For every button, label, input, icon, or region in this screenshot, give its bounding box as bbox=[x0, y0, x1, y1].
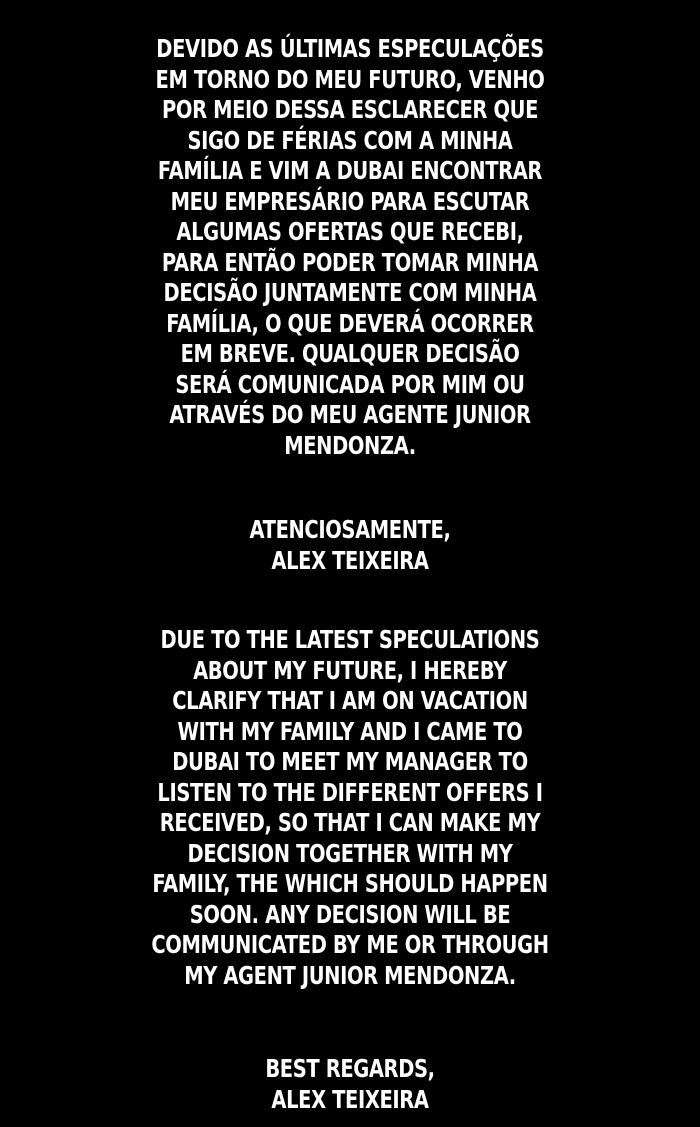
statement-line: MENDONZA. bbox=[284, 430, 416, 460]
statement-line: CLARIFY THAT I AM ON VACATION bbox=[172, 686, 528, 715]
english-statement bbox=[77, 625, 623, 991]
signature-name: ALEX TEIXEIRA bbox=[271, 545, 429, 575]
statement-line: WITH MY FAMILY AND I CAME TO bbox=[177, 716, 523, 746]
statement-line: RECEIVED, SO THAT I CAN MAKE MY bbox=[159, 808, 541, 837]
statement-line: DUBAI TO MEET MY MANAGER TO bbox=[172, 747, 528, 776]
statement-line: SOON. ANY DECISION WILL BE bbox=[189, 899, 511, 929]
portuguese-signoff bbox=[77, 515, 623, 576]
statement-line: ABOUT MY FUTURE, I HEREBY bbox=[193, 655, 507, 685]
statement-line: ALGUMAS OFERTAS QUE RECEBI, bbox=[176, 217, 524, 246]
statement-line: DEVIDO AS ÚLTIMAS ESPECULAÇÕES bbox=[156, 34, 544, 63]
statement-line: FAMILY, THE WHICH SHOULD HAPPEN bbox=[152, 869, 548, 898]
closing-text: ATENCIOSAMENTE, bbox=[249, 515, 451, 544]
statement-line: EM TORNO DO MEU FUTURO, VENHO bbox=[155, 64, 545, 94]
statement-line: ATRAVÉS DO MEU AGENTE JUNIOR bbox=[169, 400, 531, 429]
statement-line: COMMUNICATED BY ME OR THROUGH bbox=[151, 930, 549, 959]
statement-line: FAMÍLIA E VIM A DUBAI ENCONTRAR bbox=[157, 156, 543, 185]
closing-text: BEST REGARDS, bbox=[265, 1054, 435, 1083]
statement-line: MEU EMPRESÁRIO PARA ESCUTAR bbox=[170, 186, 530, 216]
statement-line: MY AGENT JUNIOR MENDONZA. bbox=[184, 960, 516, 990]
statement-line: LISTEN TO THE DIFFERENT OFFERS I bbox=[157, 777, 543, 807]
statement-line: PARA ENTÃO PODER TOMAR MINHA bbox=[161, 247, 539, 277]
signature-name: ALEX TEIXEIRA bbox=[271, 1084, 429, 1114]
statement-line: DUE TO THE LATEST SPECULATIONS bbox=[160, 625, 540, 654]
portuguese-statement bbox=[77, 34, 623, 461]
statement-line: FAMÍLIA, O QUE DEVERÁ OCORRER bbox=[166, 308, 534, 338]
statement-line: SERÁ COMUNICADA POR MIM OU bbox=[175, 369, 525, 399]
statement-line: SIGO DE FÉRIAS COM A MINHA bbox=[187, 125, 513, 155]
english-signoff bbox=[77, 1054, 623, 1115]
statement-line: DECISÃO JUNTAMENTE COM MINHA bbox=[163, 278, 537, 307]
statement-line: POR MEIO DESSA ESCLARECER QUE bbox=[161, 95, 539, 124]
statement-line: EM BREVE. QUALQUER DECISÃO bbox=[180, 339, 520, 368]
statement-line: DECISION TOGETHER WITH MY bbox=[187, 838, 513, 868]
